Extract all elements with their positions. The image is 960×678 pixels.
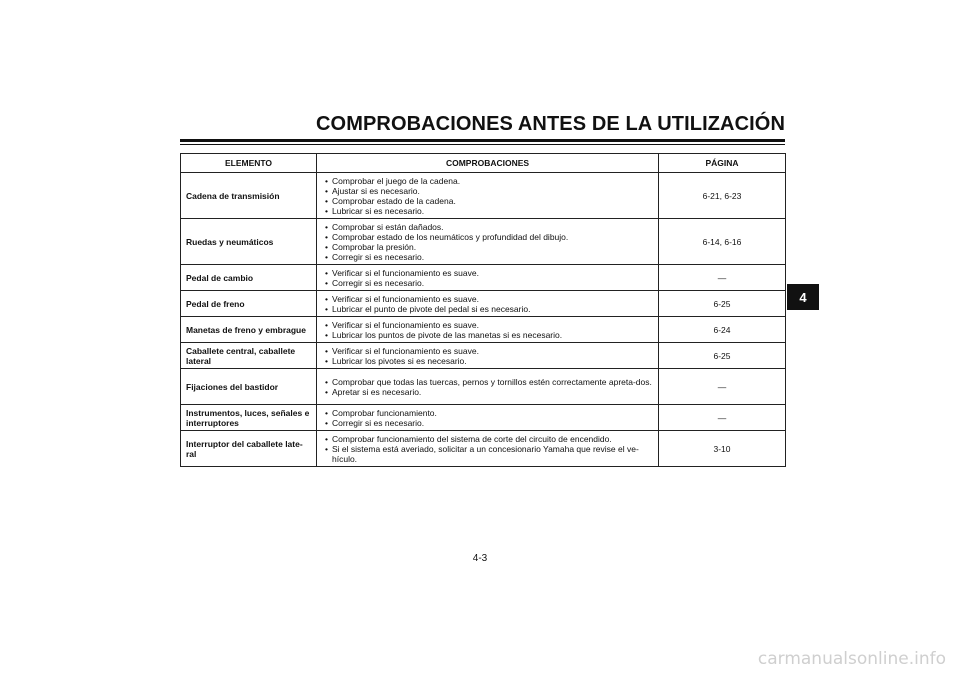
table-row: [181, 265, 786, 291]
checks-list: [322, 294, 653, 314]
row-item: Interruptor del caballete late-ral: [181, 431, 317, 467]
table-row: [181, 431, 786, 467]
check-item: • Apretar si es necesario.: [322, 387, 653, 397]
table-row: [181, 405, 786, 431]
row-page: 6-24: [659, 317, 786, 343]
row-item: Pedal de cambio: [181, 265, 317, 291]
checks-list: [322, 346, 653, 366]
check-item: • Comprobar la presión.: [322, 242, 653, 252]
table-row: [181, 173, 786, 219]
check-item: • Lubricar los puntos de pivote de las manetas si es necesario.: [322, 330, 653, 340]
checks-table: [180, 153, 786, 467]
checks-list: [322, 320, 653, 340]
row-page: 6-14, 6-16: [659, 219, 786, 265]
row-item: Instrumentos, luces, señales e interruptores: [181, 405, 317, 431]
chapter-tab: 4: [787, 284, 819, 310]
row-checks: [317, 265, 659, 291]
row-item: Fijaciones del bastidor: [181, 369, 317, 405]
checks-list: [322, 408, 653, 428]
check-item: • Verificar si el funcionamiento es suave.: [322, 320, 653, 330]
row-item: Cadena de transmisión: [181, 173, 317, 219]
title-rule-thick: [180, 139, 785, 142]
row-checks: [317, 369, 659, 405]
row-page: 3-10: [659, 431, 786, 467]
check-item: • Comprobar estado de los neumáticos y profundidad del dibujo.: [322, 232, 653, 242]
row-item: Manetas de freno y embrague: [181, 317, 317, 343]
table-header-row: [181, 154, 786, 173]
check-item: • Verificar si el funcionamiento es suave.: [322, 346, 653, 356]
row-page: —: [659, 369, 786, 405]
row-checks: [317, 431, 659, 467]
header-page: PÁGINA: [659, 154, 786, 173]
checks-list: [322, 268, 653, 288]
page-title: COMPROBACIONES ANTES DE LA UTILIZACIÓN: [316, 113, 785, 135]
table-row: [181, 291, 786, 317]
check-item: • Comprobar funcionamiento.: [322, 408, 653, 418]
table-row: [181, 369, 786, 405]
check-item: • Comprobar funcionamiento del sistema de corte del circuito de encendido.: [322, 434, 653, 444]
table-row: [181, 317, 786, 343]
check-item: • Verificar si el funcionamiento es suave.: [322, 268, 653, 278]
row-item: Caballete central, caballete lateral: [181, 343, 317, 369]
check-item: • Corregir si es necesario.: [322, 252, 653, 262]
watermark: carmanualsonline.info: [757, 649, 946, 669]
row-page: 6-25: [659, 291, 786, 317]
row-item: Ruedas y neumáticos: [181, 219, 317, 265]
checks-list: [322, 434, 653, 464]
title-rule-thin: [180, 144, 785, 145]
row-checks: [317, 173, 659, 219]
check-item: • Corregir si es necesario.: [322, 278, 653, 288]
row-checks: [317, 405, 659, 431]
row-page: —: [659, 265, 786, 291]
check-item: • Lubricar si es necesario.: [322, 206, 653, 216]
row-checks: [317, 317, 659, 343]
row-item: Pedal de freno: [181, 291, 317, 317]
table-row: [181, 219, 786, 265]
row-checks: [317, 219, 659, 265]
check-item: • Corregir si es necesario.: [322, 418, 653, 428]
header-element: ELEMENTO: [181, 154, 317, 173]
row-page: 6-25: [659, 343, 786, 369]
table-row: [181, 343, 786, 369]
check-item: • Comprobar estado de la cadena.: [322, 196, 653, 206]
check-item: • Si el sistema está averiado, solicitar a un concesionario Yamaha que revise el ve-hículo.: [322, 444, 653, 464]
row-page: —: [659, 405, 786, 431]
checks-list: [322, 176, 653, 216]
checks-list: [322, 222, 653, 262]
check-item: • Verificar si el funcionamiento es suave.: [322, 294, 653, 304]
check-item: • Comprobar si están dañados.: [322, 222, 653, 232]
check-item: • Comprobar que todas las tuercas, pernos y tornillos estén correctamente apreta-dos.: [322, 377, 653, 387]
check-item: • Comprobar el juego de la cadena.: [322, 176, 653, 186]
row-page: 6-21, 6-23: [659, 173, 786, 219]
checks-list: [322, 377, 653, 397]
row-checks: [317, 343, 659, 369]
header-checks: COMPROBACIONES: [317, 154, 659, 173]
page-number: 4-3: [472, 553, 488, 564]
check-item: • Lubricar el punto de pivote del pedal si es necesario.: [322, 304, 653, 314]
check-item: • Lubricar los pivotes si es necesario.: [322, 356, 653, 366]
check-item: • Ajustar si es necesario.: [322, 186, 653, 196]
row-checks: [317, 291, 659, 317]
